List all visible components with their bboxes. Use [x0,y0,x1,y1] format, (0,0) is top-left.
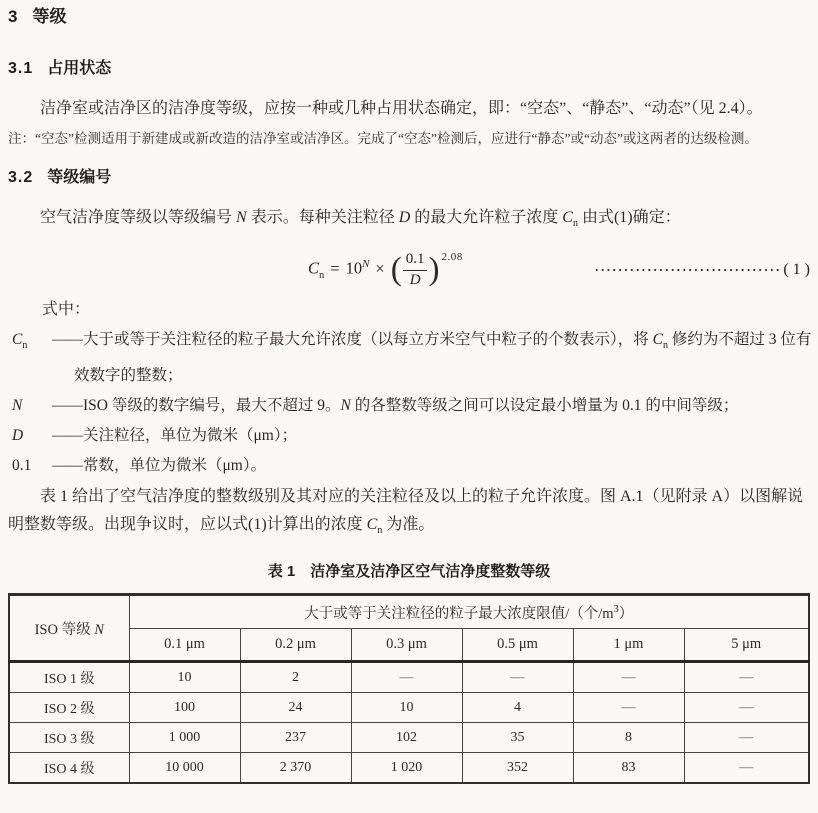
definition-term: D [12,427,24,445]
var-n: N [362,258,370,271]
equation-expression: $C_n = 10^N$ × ( $\frac{0.1}{D}$ ) 2.08 [308,250,463,288]
cell: 1 000 [129,723,240,753]
cell: 10 [129,662,240,693]
section-number: 3.1 [8,60,34,77]
cell: 100 [129,693,240,723]
table-1-title: 表 1 洁净室及洁净区空气洁净度整数等级 [267,563,551,581]
column-header-0-3um: 0.3 μm [351,629,462,662]
definition-term: N [12,397,23,415]
cell: 24 [240,693,351,723]
table-header-row-2 [9,629,809,662]
row-label: ISO 1 级 [9,662,129,693]
section-title: 等级编号 [47,169,112,186]
cell: — [573,662,684,693]
multiply-sign: × [375,258,385,278]
table-span-header: 大于或等于关注粒径的粒子最大浓度限值/（个$/m^3$） [129,595,809,629]
cell: — [684,662,809,693]
cell: — [462,662,573,693]
definition-term: $C_n$ [12,331,28,352]
cell: 4 [462,693,573,723]
cell: 2 370 [240,753,351,784]
cell: — [684,753,809,784]
paragraph-occupancy-states: 洁净室或洁净区的洁净度等级，应按一种或几种占用状态确定，即：“空态”、“静态”、“动态”（见 2.4）。 [40,100,763,117]
definition-term: 0.1 [12,457,32,475]
definition-body: ——关注粒径，单位为微米（μm）； [52,427,298,445]
cell: 1 020 [351,753,462,784]
table-corner-header: ISO 等级 N [9,595,129,662]
row-label: ISO 3 级 [9,723,129,753]
cell: — [684,723,809,753]
row-label: ISO 4 级 [9,753,129,784]
table-row-iso3 [9,723,809,753]
cell: — [573,693,684,723]
definition-body: ——大于或等于关注粒径的粒子最大允许浓度（以每立方米空气中粒子的个数表示），将 $C_n$ 修约为不超过 3 位有效数字的整数； [52,331,812,385]
column-header-0-2um: 0.2 μm [240,629,351,662]
section-heading-3-1 [0,58,818,79]
section-heading-3-2 [0,167,818,188]
equation-dot-leader: ································ [594,262,782,278]
equation-1 [0,246,818,294]
section-number: 3 [8,7,19,26]
where-label: 式中： [42,301,91,319]
definition-item-constant [0,451,812,481]
cell: — [351,662,462,693]
column-header-0-5um: 0.5 μm [462,629,573,662]
definition-body: ——ISO 等级的数字编号，最大不超过 9。N 的各整数等级之间可以设定最小增量为 0.1 的中间等级； [52,397,739,415]
table-1 [8,593,810,784]
cell: 2 [240,662,351,693]
note-occupancy: 注：“空态”检测适用于新建成或新改造的洁净室或洁净区。完成了“空态”检测后，应进行“静态”或“动态”或这两者的达级检测。 [8,131,758,146]
definition-body: ——常数，单位为微米（μm）。 [52,457,267,475]
table-row-iso4 [9,753,809,784]
exponent: 2.08 [441,250,463,263]
cell: 102 [351,723,462,753]
definition-list [0,325,818,481]
cell: 83 [573,753,684,784]
cell: 10 000 [129,753,240,784]
section-number: 3.2 [8,169,34,186]
cell: 352 [462,753,573,784]
equation-number: ( 1 ) [783,261,810,279]
column-header-1um: 1 μm [573,629,684,662]
cell: 35 [462,723,573,753]
cell: 10 [351,693,462,723]
section-title: 占用状态 [47,60,112,77]
column-header-5um: 5 μm [684,629,809,662]
section-title: 等级 [32,7,67,26]
var-cn: C [308,258,320,278]
paragraph-class-number: 空气洁净度等级以等级编号 N 表示。每种关注粒径 D 的最大允许粒子浓度 $C_n$ 由式(1)确定： [40,209,681,230]
cell: — [684,693,809,723]
section-heading-3 [0,6,818,28]
table-row-iso1 [9,662,809,693]
table-header-row-1 [9,595,809,629]
definition-item-d [0,421,812,451]
row-label: ISO 2 级 [9,693,129,723]
var-d: D [409,271,421,288]
definition-item-cn [0,325,812,391]
cell: 8 [573,723,684,753]
cell: 237 [240,723,351,753]
definition-item-n [0,391,812,421]
fraction: $\frac{0.1}{D}$ [403,251,428,289]
paragraph-table-intro: 表 1 给出了空气洁净度的整数级别及其对应的关注粒径及以上的粒子允许浓度。图 A.1（见附录 A）以图解说明整数等级。出现争议时，应以式(1)计算出的浓度 $C_n$ 为准。 [8,488,804,537]
table-row-iso2 [9,693,809,723]
column-header-0-1um: 0.1 μm [129,629,240,662]
